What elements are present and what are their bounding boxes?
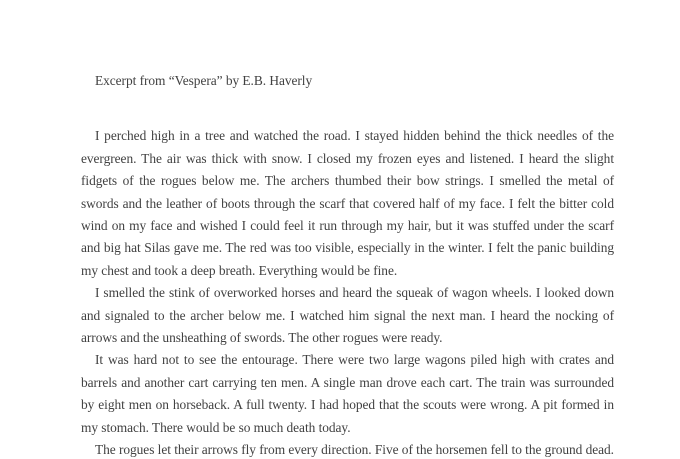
document-title: Excerpt from “Vespera” by E.B. Haverly — [95, 73, 313, 88]
paragraph-4: The rogues let their arrows fly from every direction. Five of the horsemen fell to the ground dead. — [95, 442, 614, 458]
paragraph-3: It was hard not to see the entourage. There were two large wagons piled high with crates and barrels and another cart carrying ten men. A single man drove each cart. The train was surrounded by eight men on horseback. A full twenty. I had hoped that the scouts were wrong. A pit formed in my stomach. There would be so much death today. — [81, 352, 614, 435]
paragraph-2: I smelled the stink of overworked horses and heard the squeak of wagon wheels. I looked down and signaled to the archer below me. I watched him signal the next man. I heard the nocking of arrows and the unsheathing of swords. The other rogues were ready. — [81, 285, 614, 346]
paragraph-1: I perched high in a tree and watched the road. I stayed hidden behind the thick needles of the evergreen. The air was thick with snow. I closed my frozen eyes and listened. I heard the slight fidgets of the rogues below me. The archers thumbed their bow strings. I smelled the metal of swords and the leather of boots through the scarf that covered half of my face. I felt the bitter cold wind on my face and wished I could feel it run through my hair, but it was stuffed under the scarf and big hat Silas gave me. The red was too visible, especially in the winter. I felt the panic building my chest and took a deep breath. Everything would be fine. — [81, 128, 614, 278]
